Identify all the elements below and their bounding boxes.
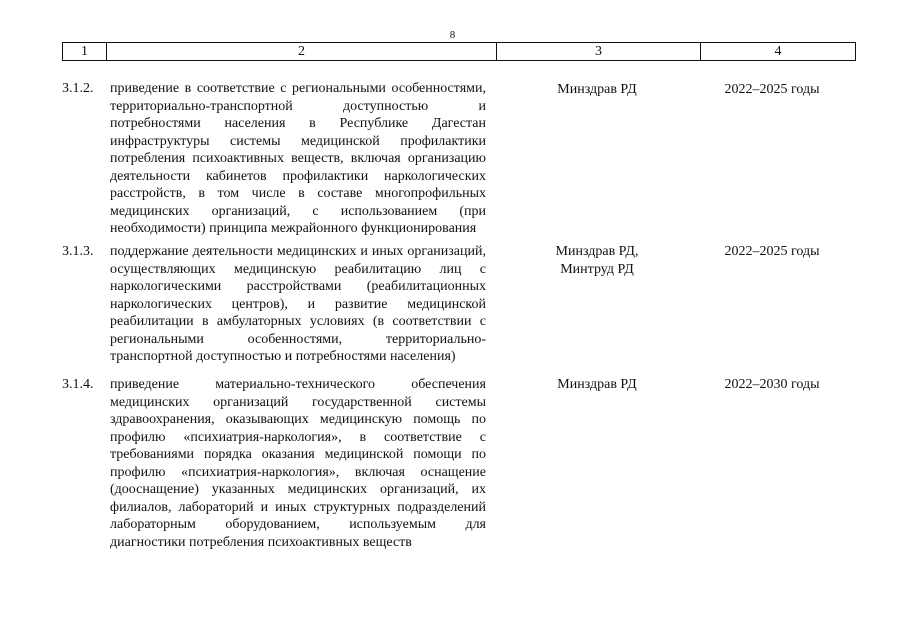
column-number-3: 3 (497, 43, 701, 60)
item-executor: Минздрав РД (557, 377, 637, 392)
item-description: приведение в соответствие с региональными особенностями, территориально-транспортной доступностью и потребностями населения в Республике Дагестан инфраструктуры системы медицинской профилактики потребления психоактивных веществ, включая организацию деятельности кабинетов профилактики наркологических расстройств, в том числе в составе многопрофильных медицинских организаций, с использованием (при необходимости) принципа межрайонного функционирования (110, 81, 486, 236)
page-number: 8 (449, 29, 456, 41)
item-number: 3.1.3. (62, 244, 94, 259)
item-period: 2022–2025 годы (724, 244, 820, 259)
column-number-2: 2 (107, 43, 497, 60)
item-period: 2022–2030 годы (724, 377, 820, 392)
column-number-header (62, 42, 856, 61)
item-number: 3.1.2. (62, 81, 94, 96)
item-number: 3.1.4. (62, 377, 94, 392)
item-executor: Минздрав РД (557, 82, 637, 97)
item-description: приведение материально-технического обеспечения медицинских организаций государственной системы здравоохранения, оказывающих медицинскую помощь по профилю «психиатрия-наркология», в соответствие с требованиями порядка оказания медицинской помощи по профилю «психиатрия-наркология», включая оснащение (дооснащение) указанных медицинских организаций, их филиалов, лабораторий и иных структурных подразделений лабораторным оборудованием, используемым для диагностики потребления психоактивных веществ (110, 377, 486, 550)
column-number-1: 1 (63, 43, 107, 60)
item-period: 2022–2025 годы (724, 82, 820, 97)
column-number-4: 4 (774, 44, 782, 59)
item-executor: Минздрав РД, Минтруд РД (555, 244, 639, 277)
item-description: поддержание деятельности медицинских и иных организаций, осуществляющих медицинскую реабилитацию лиц с наркологическими расстройствами (реабилитационных наркологических центров), и развитие медицинской реабилитации в амбулаторных условиях (в соответствии с региональными особенностями, территориально-транспортной доступностью и потребностями населения) (110, 244, 486, 364)
